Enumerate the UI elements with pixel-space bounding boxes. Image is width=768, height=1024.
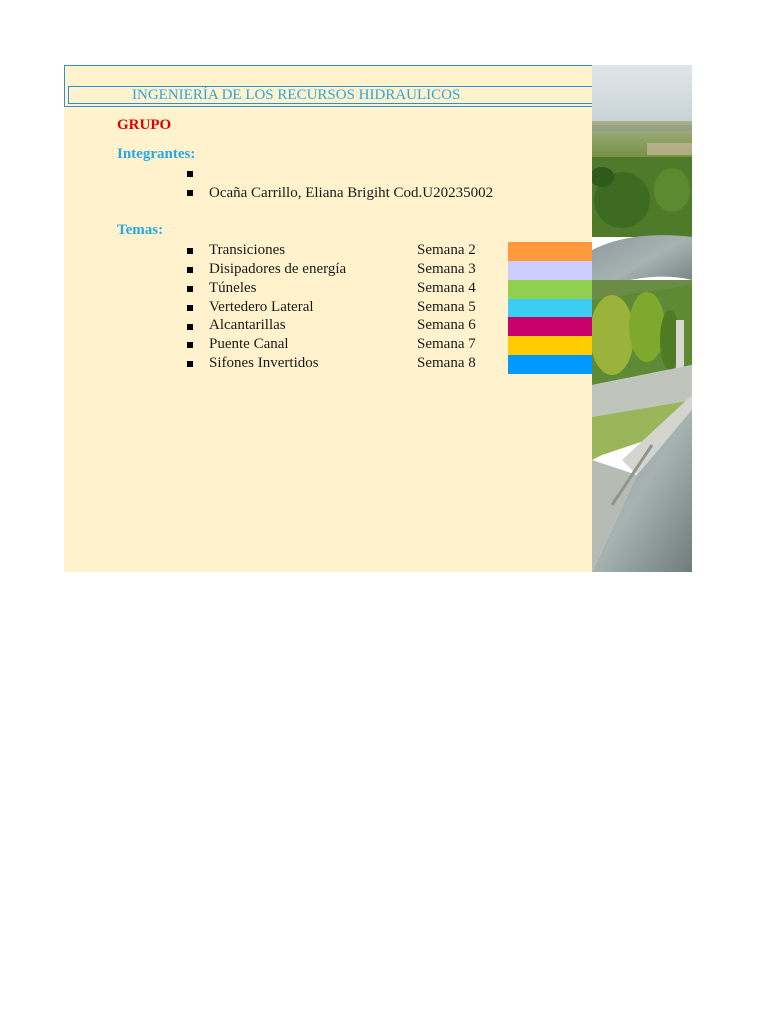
aerial-canal-photo (592, 65, 692, 572)
bullet-icon (187, 171, 193, 177)
integrantes-label: Integrantes: (117, 146, 196, 162)
tema-semana: Semana 7 (417, 336, 476, 352)
tema-semana: Semana 4 (417, 280, 476, 296)
tema-item: Túneles (209, 280, 257, 296)
tema-semana: Semana 8 (417, 355, 476, 371)
tema-semana: Semana 5 (417, 299, 476, 315)
tema-item: Transiciones (209, 242, 286, 258)
tema-semana: Semana 3 (417, 261, 476, 277)
bullet-icon (187, 361, 193, 367)
tema-item: Alcantarillas (209, 317, 286, 333)
bullet-icon (187, 286, 193, 292)
bullet-icon (187, 324, 193, 330)
tema-color-swatch (508, 299, 592, 318)
bullet-icon (187, 267, 193, 273)
tema-item: Sifones Invertidos (209, 355, 319, 371)
tema-color-swatch (508, 261, 592, 280)
integrante-item: Ocaña Carrillo, Eliana Brigiht Cod.U20235002 (209, 185, 494, 201)
tema-color-swatch (508, 242, 592, 261)
temas-label: Temas: (117, 222, 164, 238)
tema-color-swatch (508, 317, 592, 336)
tema-color-swatch (508, 280, 592, 299)
tema-item: Vertedero Lateral (209, 299, 314, 315)
tema-semana: Semana 6 (417, 317, 476, 333)
bullet-icon (187, 342, 193, 348)
tema-color-swatch (508, 336, 592, 355)
bullet-icon (187, 305, 193, 311)
tema-semana: Semana 2 (417, 242, 476, 258)
grupo-label: GRUPO (117, 117, 172, 133)
bullet-icon (187, 248, 193, 254)
tema-item: Disipadores de energía (209, 261, 347, 277)
page-title: INGENIERÍA DE LOS RECURSOS HIDRAULICOS (132, 87, 461, 103)
tema-item: Puente Canal (209, 336, 289, 352)
bullet-icon (187, 190, 193, 196)
tema-color-swatch (508, 355, 592, 374)
